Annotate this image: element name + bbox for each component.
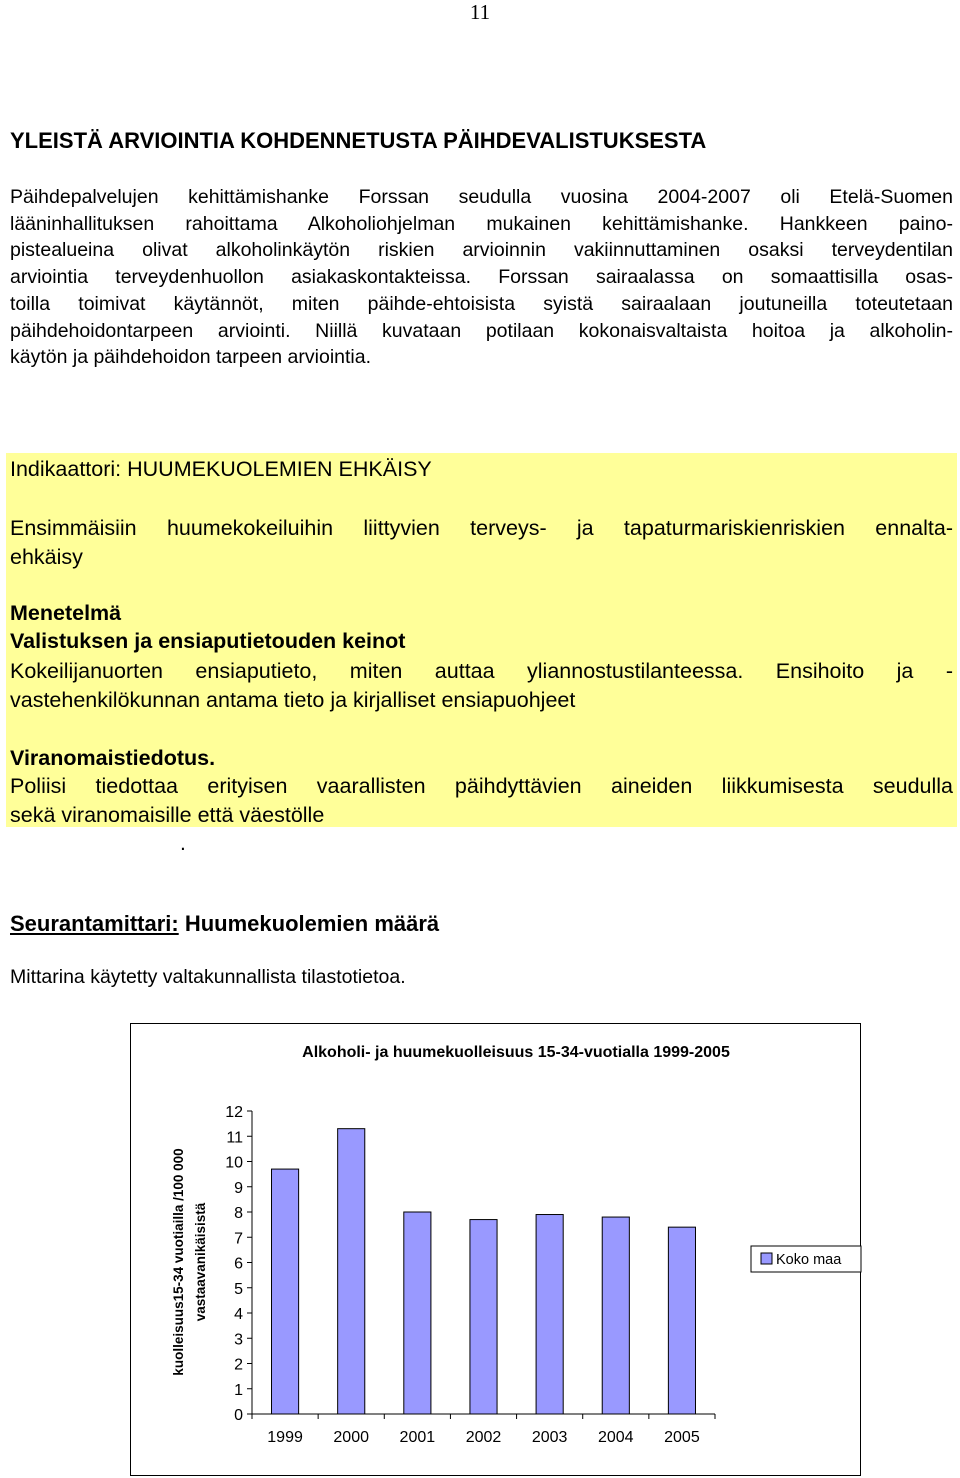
goal-line: Ensimmäisiin huumekokeiluihin liittyvien terveys- ja tapaturmariskienriskien ennalta- xyxy=(10,516,953,540)
y-tick-label: 3 xyxy=(234,1331,243,1349)
y-tick-label: 0 xyxy=(234,1407,243,1424)
y-tick-label: 10 xyxy=(225,1154,243,1172)
method-description xyxy=(10,657,953,715)
goal-line: ehkäisy xyxy=(10,545,83,569)
x-tick-label: 2003 xyxy=(531,1429,568,1446)
x-tick-label: 2005 xyxy=(664,1429,700,1446)
y-tick-label: 2 xyxy=(234,1356,243,1374)
monitor-description: Mittarina käytetty valtakunnallista tilastotietoa. xyxy=(10,966,406,988)
method-title: Valistuksen ja ensiaputietouden keinot xyxy=(10,629,406,653)
method-label: Menetelmä xyxy=(10,601,122,625)
monitor-title xyxy=(10,910,439,938)
monitor-label: Seurantamittari: xyxy=(10,911,179,936)
y-tick-label: 8 xyxy=(234,1205,243,1222)
authority-title: Viranomaistiedotus. xyxy=(10,746,216,770)
y-tick-label: 12 xyxy=(225,1104,243,1121)
y-axis-label: kuolleisuus15-34 vuotiailla /100 000 xyxy=(171,1148,186,1376)
y-tick-label: 1 xyxy=(234,1381,243,1399)
y-tick-label: 6 xyxy=(234,1255,243,1273)
chart-title: Alkoholi- ja huumekuolleisuus 15-34-vuotialla 1999-2005 xyxy=(302,1044,730,1061)
indicator-goal xyxy=(10,514,953,572)
bar xyxy=(536,1215,563,1414)
y-tick-label: 5 xyxy=(234,1280,243,1298)
intro-line: käytön ja päihdehoidon tarpeen arviointia. xyxy=(10,346,372,369)
intro-line: pistealueina olivat alkoholinkäytön riskien arvioinnin vakiinnuttaminen osaksi terveydentilan xyxy=(10,239,953,262)
bar xyxy=(272,1169,299,1414)
x-tick-label: 1999 xyxy=(267,1429,303,1446)
page-number: 11 xyxy=(469,0,491,24)
stray-dot: . xyxy=(180,832,186,855)
method-line: vastehenkilökunnan antama tieto ja kirjalliset ensiapuohjeet xyxy=(10,688,576,712)
bar-chart xyxy=(131,1024,862,1477)
section-heading: YLEISTÄ ARVIOINTIA KOHDENNETUSTA PÄIHDEVALISTUKSESTA xyxy=(10,128,707,153)
bar xyxy=(668,1227,695,1414)
bar xyxy=(404,1212,431,1414)
bar xyxy=(470,1220,497,1414)
intro-line: Päihdepalvelujen kehittämishanke Forssan seudulla vuosina 2004-2007 oli Etelä-Suomen xyxy=(10,186,953,208)
y-tick-label: 9 xyxy=(234,1179,243,1197)
intro-line: toilla toimivat käytännöt, miten päihde-ehtoisista syistä sairaalaan joutuneilla toteutetaan xyxy=(10,292,953,315)
x-tick-label: 2002 xyxy=(465,1429,502,1446)
chart-frame xyxy=(130,1023,861,1476)
x-tick-label: 2004 xyxy=(597,1429,634,1446)
bar xyxy=(338,1129,365,1414)
monitor-name: Huumekuolemien määrä xyxy=(178,911,440,936)
method-line: Kokeilijanuorten ensiaputieto, miten auttaa yliannostustilanteessa. Ensihoito ja - xyxy=(10,659,953,683)
intro-line: lääninhallituksen rahoittama Alkoholiohjelman mukainen kehittämishanke. Hankkeen paino- xyxy=(10,212,953,235)
legend-swatch xyxy=(761,1253,772,1264)
y-tick-label: 4 xyxy=(234,1306,243,1323)
intro-line: päihdehoidontarpeen arviointi. Niillä kuvataan potilaan kokonaisvaltaista hoitoa ja alkoholin- xyxy=(10,319,953,342)
x-tick-label: 2001 xyxy=(399,1429,436,1446)
authority-line: Poliisi tiedottaa erityisen vaarallisten päihdyttävien aineiden liikkumisesta seudulla xyxy=(10,774,953,798)
bar xyxy=(602,1217,629,1414)
indicator-title: Indikaattori: HUUMEKUOLEMIEN EHKÄISY xyxy=(10,457,432,481)
authority-description xyxy=(10,772,953,830)
intro-paragraph xyxy=(10,184,953,371)
y-tick-label: 11 xyxy=(226,1129,243,1147)
intro-line: arviointia terveydenhuollon asiakaskontakteissa. Forssan sairaalassa on somaattisilla osas- xyxy=(10,266,953,289)
legend-label: Koko maa xyxy=(776,1252,842,1268)
authority-line: sekä viranomaisille että väestölle xyxy=(10,803,325,827)
y-axis-label-line2: vastaavanikäisistä xyxy=(193,1202,208,1322)
y-tick-label: 7 xyxy=(234,1230,243,1248)
x-tick-label: 2000 xyxy=(333,1429,370,1446)
